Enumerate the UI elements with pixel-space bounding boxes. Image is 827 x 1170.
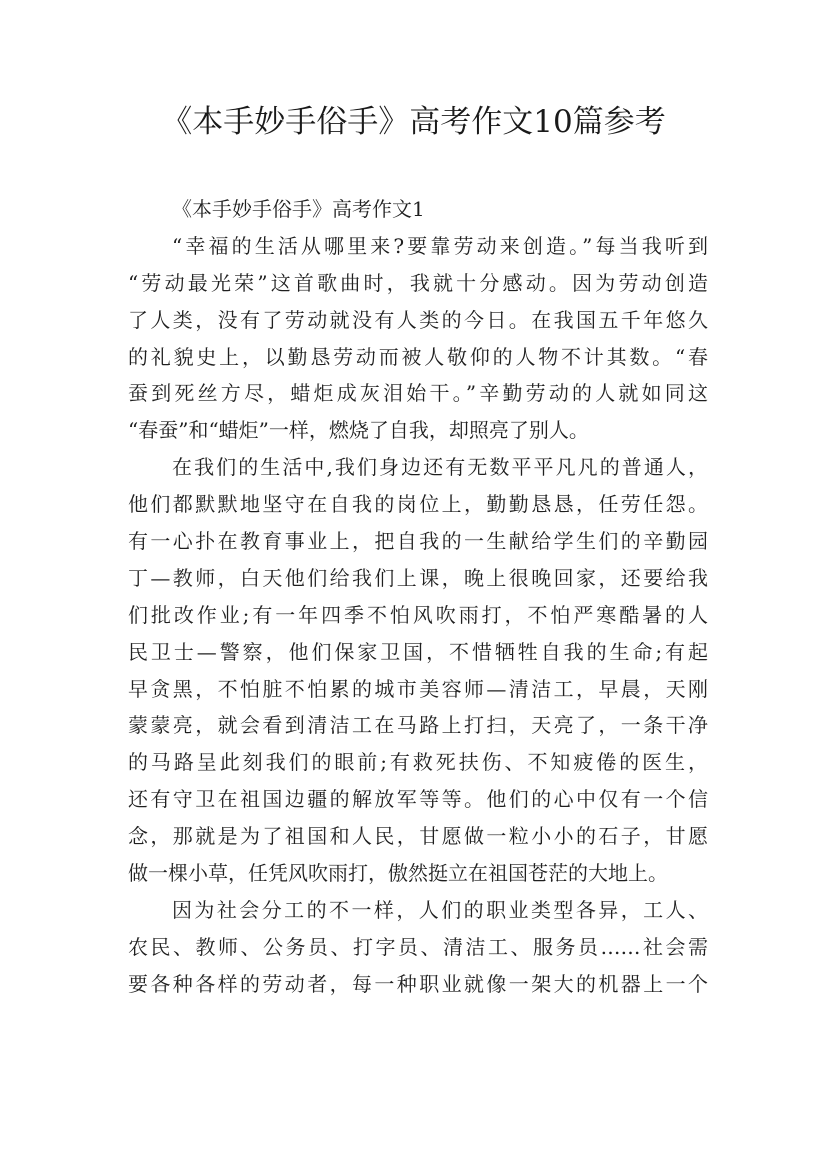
paragraph-line: 蒙蒙亮，就会看到清洁工在马路上打扫，天亮了，一条干净 [128, 713, 708, 738]
paragraph-line: 蚕到死丝方尽，蜡炬成灰泪始干。”辛勤劳动的人就如同这 [128, 381, 708, 406]
paragraph-line: 早贪黑，不怕脏不怕累的城市美容师—清洁工，早晨，天刚 [128, 676, 708, 701]
section-heading: 《本手妙手俗手》高考作文1 [172, 197, 425, 221]
paragraph-line: 们批改作业;有一年四季不怕风吹雨打，不怕严寒酷暑的人 [128, 602, 708, 627]
document-title: 《本手妙手俗手》高考作文10篇参考 [161, 104, 666, 140]
paragraph-line: 他们都默默地坚守在自我的岗位上，勤勤恳恳，任劳任怨。 [128, 492, 708, 517]
paragraph-line: 丁—教师，白天他们给我们上课，晚上很晚回家，还要给我 [128, 565, 708, 590]
paragraph-line: 因为社会分工的不一样，人们的职业类型各异，工人、 [172, 897, 708, 922]
paragraph-3 [128, 892, 708, 1003]
paragraph-line: 农民、教师、公务员、打字员、清洁工、服务员……社会需 [128, 934, 708, 959]
paragraph-2 [128, 449, 708, 892]
paragraph-line: 在我们的生活中,我们身边还有无数平平凡凡的普通人， [172, 455, 708, 480]
paragraph-line: “幸福的生活从哪里来?要靠劳动来创造。”每当我听到 [172, 233, 708, 258]
paragraph-line: 的礼貌史上，以勤恳劳动而被人敬仰的人物不计其数。“春 [128, 344, 708, 369]
paragraph-line: 要各种各样的劳动者，每一种职业就像一架大的机器上一个 [128, 971, 708, 996]
paragraph-line: 念，那就是为了祖国和人民，甘愿做一粒小小的石子，甘愿 [128, 824, 708, 849]
document-body [128, 191, 708, 1003]
paragraph-line: 做一棵小草，任凭风吹雨打，傲然挺立在祖国苍茫的大地上。 [128, 861, 668, 886]
paragraph-line: “春蚕”和“蜡炬”一样，燃烧了自我，却照亮了别人。 [128, 418, 589, 443]
paragraph-line: 还有守卫在祖国边疆的解放军等等。他们的心中仅有一个信 [128, 787, 708, 812]
paragraph-line: 民卫士—警察，他们保家卫国，不惜牺牲自我的生命;有起 [128, 639, 708, 664]
paragraph-line: 了人类，没有了劳动就没有人类的今日。在我国五千年悠久 [128, 307, 708, 332]
paragraph-line: “劳动最光荣”这首歌曲时，我就十分感动。因为劳动创造 [128, 270, 708, 295]
paragraph-line: 有一心扑在教育事业上，把自我的一生献给学生们的辛勤园 [128, 529, 708, 554]
paragraph-line: 的马路呈此刻我们的眼前;有救死扶伤、不知疲倦的医生， [128, 750, 708, 775]
paragraph-1 [128, 228, 708, 449]
